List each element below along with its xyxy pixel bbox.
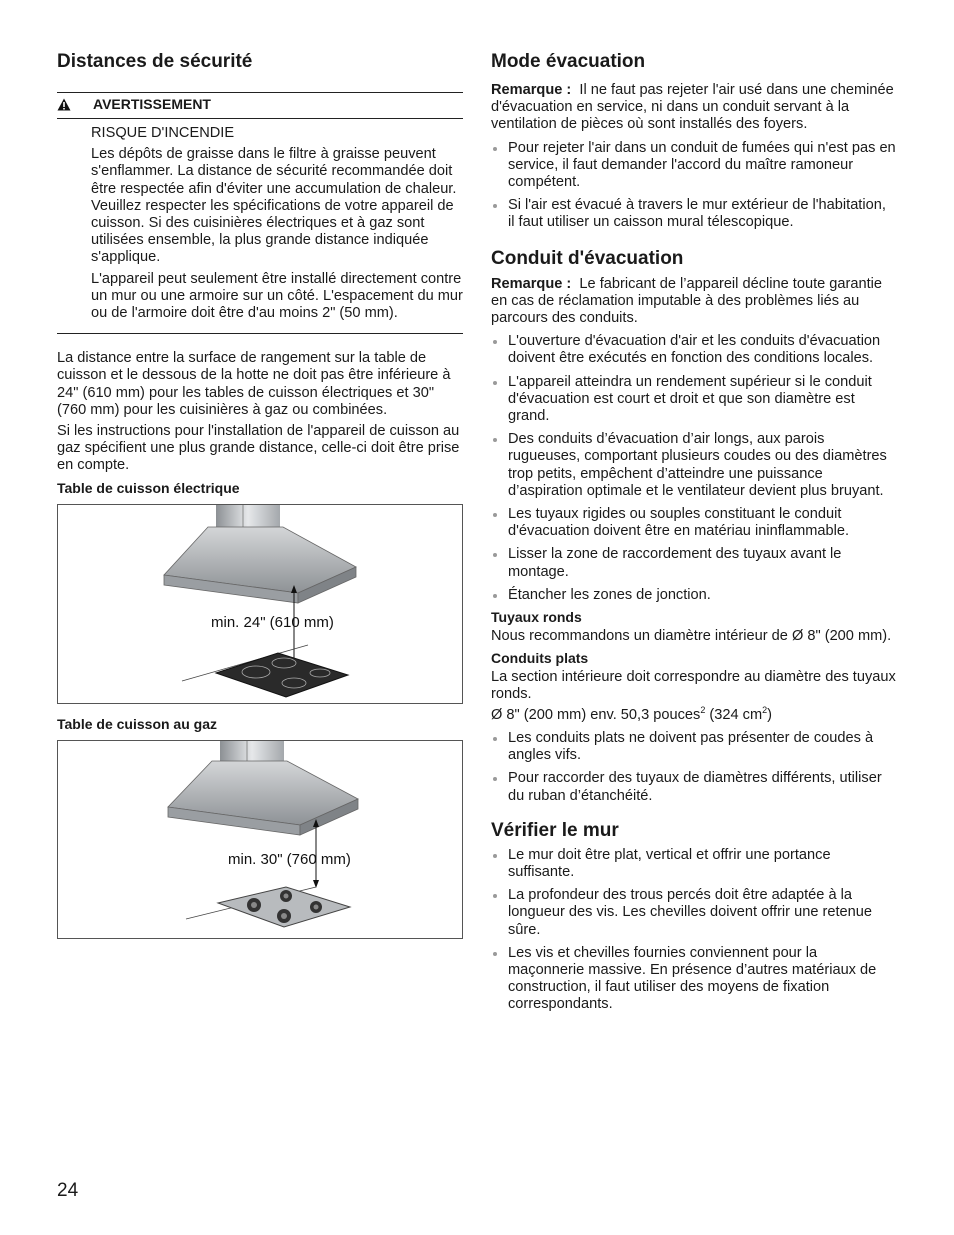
duct-list bbox=[491, 333, 896, 604]
list-item: L'appareil atteindra un rendement supérieur si le conduit d'évacuation est court et droit et que son diamètre est grand. bbox=[491, 374, 896, 426]
formula-superscript: 2 bbox=[700, 704, 706, 715]
flat-ducts-title: Conduits plats bbox=[491, 650, 589, 667]
list-item: Si l'air est évacué à travers le mur extérieur de l'habitation, il faut utiliser un caisson mural télescopique. bbox=[491, 197, 896, 231]
warning-header bbox=[57, 96, 463, 119]
flat-ducts-formula bbox=[491, 704, 896, 724]
section-title-exhaust-duct: Conduit d'évacuation bbox=[491, 247, 684, 269]
warning-risk: RISQUE D'INCENDIE bbox=[91, 125, 235, 141]
formula-part: (324 cm bbox=[705, 706, 763, 723]
list-item: Les vis et chevilles fournies conviennent pour la maçonnerie massive. En présence d’autres matériaux de construction, il faut utiliser des moyens de fixation correspondants. bbox=[491, 945, 896, 1014]
body-paragraph-1: La distance entre la surface de rangement sur la table de cuisson et le dessous de la hotte ne doit pas être inférieure à 24" (610 mm) pour les tables de cuisson électriques et 30" (760 mm) pour les cuisinières à gaz ou combinées. bbox=[57, 350, 451, 418]
list-item: Des conduits d’évacuation d’air longs, aux parois rugueuses, comportant plusieurs coudes ou des diamètres trop petits, empêchent d’atteindre une puissance d’aspiration optimale et le ventilateur devient plus bruyant. bbox=[491, 431, 896, 500]
figure-gas-cooktop bbox=[57, 740, 463, 939]
section-title-check-wall: Vérifier le mur bbox=[491, 819, 619, 841]
figure-electric-cooktop bbox=[57, 504, 463, 704]
flat-ducts-list bbox=[491, 730, 896, 805]
list-item: La profondeur des trous percés doit être adaptée à la longueur des vis. Les chevilles doivent offrir une retenue sûre. bbox=[491, 887, 896, 939]
distance-label-electric: min. 24" (610 mm) bbox=[211, 613, 334, 631]
note-label: Remarque : bbox=[491, 275, 572, 292]
warning-triangle-icon bbox=[57, 98, 71, 111]
warning-heading: AVERTISSEMENT bbox=[93, 96, 211, 112]
warning-body bbox=[57, 125, 463, 322]
right-column bbox=[491, 50, 896, 1014]
figure-caption-electric: Table de cuisson électrique bbox=[57, 479, 240, 496]
note-text: Il ne faut pas rejeter l'air usé dans une cheminée d'évacuation en service, ni dans un conduit servant à la ventilation de pièces où sont installés des foyers. bbox=[491, 82, 894, 133]
exhaust-note bbox=[491, 82, 896, 134]
list-item: Les tuyaux rigides ou souples constituant le conduit d'évacuation doivent être en matériau ininflammable. bbox=[491, 506, 896, 540]
hood-electric-illustration bbox=[58, 505, 462, 703]
list-item: Pour rejeter l'air dans un conduit de fumées qui n'est pas en service, il faut demander l'accord du maître ramoneur compétent. bbox=[491, 140, 896, 192]
distance-label-gas: min. 30" (760 mm) bbox=[228, 850, 351, 868]
check-wall-list bbox=[491, 847, 896, 1014]
note-text: Le fabricant de l’appareil décline toute garantie en cas de réclamation imputable à des problèmes liés au parcours des conduits. bbox=[491, 275, 883, 327]
duct-note bbox=[491, 276, 896, 328]
list-item: Étancher les zones de jonction. bbox=[491, 587, 896, 604]
hood-gas-illustration bbox=[58, 741, 462, 938]
left-column bbox=[57, 50, 463, 939]
flat-ducts-text: La section intérieure doit correspondre au diamètre des tuyaux ronds. bbox=[491, 669, 896, 703]
warning-box bbox=[57, 92, 463, 334]
round-pipes-text: Nous recommandons un diamètre intérieur de Ø 8" (200 mm). bbox=[491, 628, 892, 645]
formula-part: Ø 8" (200 mm) env. 50,3 pouces bbox=[491, 706, 701, 723]
formula-part: ) bbox=[767, 706, 773, 723]
list-item: Les conduits plats ne doivent pas présenter de coudes à angles vifs. bbox=[491, 730, 896, 764]
figure-caption-gas: Table de cuisson au gaz bbox=[57, 715, 218, 732]
note-label: Remarque : bbox=[491, 82, 572, 98]
warning-paragraph-2: L'appareil peut seulement être installé directement contre un mur ou une armoire sur un côté. L'espacement du mur ou de l'armoire doit être d'au moins 2" (50 mm). bbox=[91, 270, 463, 322]
body-paragraph-2: Si les instructions pour l'installation de l'appareil de cuisson au gaz spécifient une plus grande distance, celle-ci doit être prise en compte. bbox=[57, 423, 460, 474]
round-pipes-title: Tuyaux ronds bbox=[491, 609, 582, 626]
section-title-safety-distances: Distances de sécurité bbox=[57, 51, 253, 72]
list-item: Le mur doit être plat, vertical et offrir une portance suffisante. bbox=[491, 847, 896, 881]
section-title-exhaust-mode: Mode évacuation bbox=[491, 51, 646, 72]
list-item: Lisser la zone de raccordement des tuyaux avant le montage. bbox=[491, 546, 896, 580]
list-item: Pour raccorder des tuyaux de diamètres différents, utiliser du ruban d’étanchéité. bbox=[491, 770, 896, 804]
list-item: L'ouverture d'évacuation d'air et les conduits d'évacuation doivent être exécutés en fonction des conditions locales. bbox=[491, 333, 896, 367]
formula-superscript: 2 bbox=[762, 704, 768, 715]
exhaust-mode-list bbox=[491, 140, 896, 232]
warning-paragraph-1: Les dépôts de graisse dans le filtre à graisse peuvent s'enflammer. La distance de sécurité recommandée doit être respectée afin d'éviter une accumulation de chaleur. Veuillez respecter les spécifications de votre appareil de cuisson. Si des cuisinières électriques et à gaz sont utilisées ensemble, la plus grande distance indiquée s'applique. bbox=[91, 146, 457, 266]
page-number: 24 bbox=[57, 1180, 79, 1201]
